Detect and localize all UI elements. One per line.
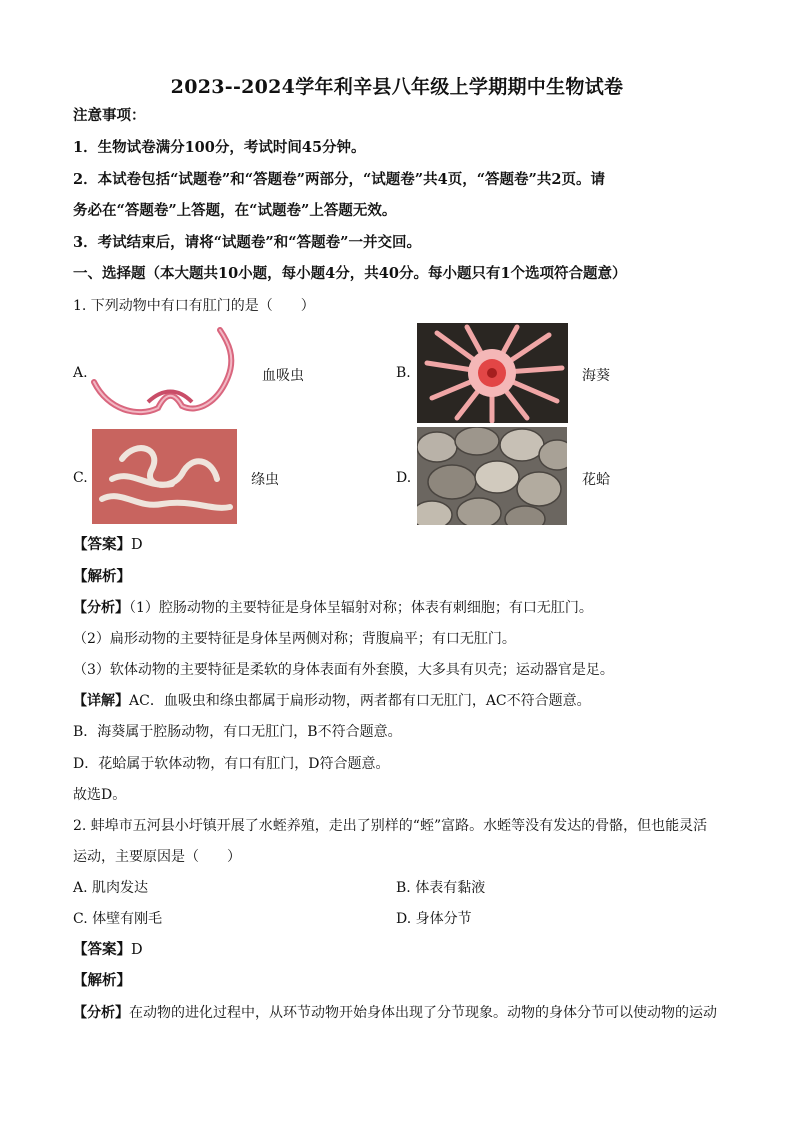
q1-answer bbox=[73, 535, 143, 555]
q2-analysis bbox=[73, 1003, 717, 1023]
notice-item-1: 1．生物试卷满分100分，考试时间45分钟。 bbox=[73, 139, 366, 156]
q1-option-c-letter: C. bbox=[73, 470, 88, 486]
q2-option-b bbox=[396, 878, 485, 898]
detail-text: AC．血吸虫和绦虫都属于扁形动物，两者都有口无肛门，AC不符合题意。 bbox=[129, 693, 591, 709]
q2-option-a bbox=[73, 878, 148, 898]
q1-analysis-2: （2）扁形动物的主要特征是身体呈两侧对称；背腹扁平；有口无肛门。 bbox=[73, 631, 516, 647]
q2-option-d bbox=[396, 909, 472, 929]
notice-heading: 注意事项： bbox=[73, 107, 146, 124]
analysis-label: 【分析】 bbox=[73, 1005, 129, 1021]
q1-analysis-1 bbox=[73, 598, 593, 618]
option-letter: C. bbox=[73, 911, 88, 927]
notice-item-2: 2．本试卷包括“试题卷”和“答题卷”两部分，“试题卷”共4页，“答题卷”共2页。请 bbox=[73, 171, 605, 188]
option-text: 身体分节 bbox=[415, 911, 472, 927]
notice-item-3: 3．考试结束后，请将“试题卷”和“答题卷”一并交回。 bbox=[73, 234, 421, 251]
analysis-label: 【分析】 bbox=[73, 600, 129, 616]
option-letter: D. bbox=[396, 911, 412, 927]
q2-stem-2: 运动，主要原因是（ ） bbox=[73, 849, 241, 865]
answer-value: D bbox=[131, 537, 143, 553]
q1-analysis-3: （3）软体动物的主要特征是柔软的身体表面有外套膜，大多具有贝壳；运动器官是足。 bbox=[73, 662, 614, 678]
q1-option-c-caption: 绦虫 bbox=[251, 472, 279, 488]
q1-option-d-caption: 花蛤 bbox=[582, 472, 610, 488]
option-text: 体壁有刚毛 bbox=[92, 911, 163, 927]
option-text: 肌肉发达 bbox=[92, 880, 149, 896]
answer-tag: 【答案】 bbox=[73, 536, 131, 553]
q2-stem-1: 2. 蚌埠市五河县小圩镇开展了水蛭养殖，走出了别样的“蛭”富路。水蛭等没有发达的骨骼，但也能灵活 bbox=[73, 818, 708, 834]
page-title: 2023--2024学年利辛县八年级上学期期中生物试卷 bbox=[170, 76, 624, 98]
q1-stem: 1. 下列动物中有口有肛门的是（ ） bbox=[73, 298, 315, 314]
blood-fluke-photo bbox=[88, 322, 250, 420]
q1-option-b-caption: 海葵 bbox=[582, 368, 610, 384]
sea-anemone-photo bbox=[417, 323, 568, 423]
q2-option-c bbox=[73, 909, 162, 929]
q1-detail-1 bbox=[73, 691, 591, 711]
option-text: 体表有黏液 bbox=[415, 880, 486, 896]
option-letter: B. bbox=[396, 880, 411, 896]
answer-value: D bbox=[131, 942, 143, 958]
q1-detail-2: B．海葵属于腔肠动物，有口无肛门，B不符合题意。 bbox=[73, 724, 402, 740]
q2-answer bbox=[73, 940, 143, 960]
section-heading: 一、选择题（本大题共10小题，每小题4分，共40分。每小题只有1个选项符合题意） bbox=[73, 265, 627, 282]
q1-detail-3: D．花蛤属于软体动物，有口有肛门，D符合题意。 bbox=[73, 756, 390, 772]
option-letter: A. bbox=[73, 880, 88, 896]
q1-option-b-letter: B. bbox=[396, 365, 411, 381]
analysis-text: （1）腔肠动物的主要特征是身体呈辐射对称；体表有刺细胞；有口无肛门。 bbox=[129, 600, 593, 616]
detail-label: 【详解】 bbox=[73, 693, 129, 709]
q1-option-a-letter: A. bbox=[73, 365, 88, 381]
notice-item-2-cont: 务必在“答题卷”上答题，在“试题卷”上答题无效。 bbox=[73, 202, 397, 219]
q1-detail-4: 故选D。 bbox=[73, 787, 127, 803]
tapeworm-photo bbox=[92, 429, 237, 524]
q1-analysis-tag: 【解析】 bbox=[73, 568, 131, 585]
q2-analysis-tag: 【解析】 bbox=[73, 972, 131, 989]
answer-tag: 【答案】 bbox=[73, 941, 131, 958]
q1-option-d-letter: D. bbox=[396, 470, 412, 486]
clams-photo bbox=[417, 427, 567, 525]
q1-option-a-caption: 血吸虫 bbox=[262, 368, 304, 384]
analysis-text: 在动物的进化过程中，从环节动物开始身体出现了分节现象。动物的身体分节可以使动物的运动 bbox=[129, 1005, 717, 1021]
